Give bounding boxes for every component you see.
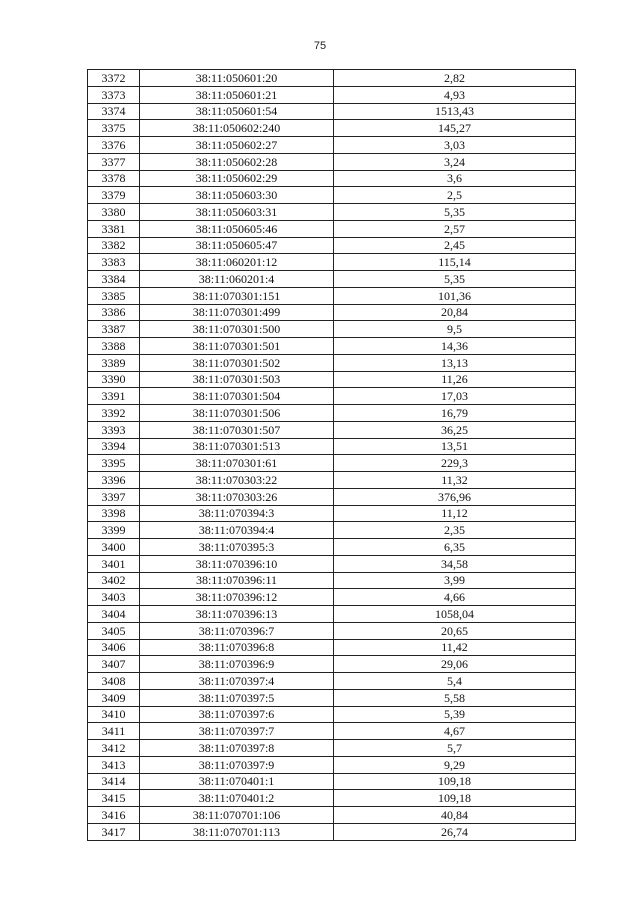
row-number-cell: 3375	[88, 120, 140, 137]
table-row	[88, 555, 576, 572]
row-number-cell: 3372	[88, 70, 140, 87]
table-row	[88, 204, 576, 221]
cadastral-number-cell: 38:11:070397:7	[140, 723, 334, 740]
cadastral-number-cell: 38:11:070397:9	[140, 756, 334, 773]
row-number-cell: 3416	[88, 807, 140, 824]
row-number-cell: 3390	[88, 371, 140, 388]
table-row	[88, 790, 576, 807]
value-cell: 4,67	[334, 723, 576, 740]
cadastral-number-cell: 38:11:050605:47	[140, 237, 334, 254]
row-number-cell: 3373	[88, 86, 140, 103]
cadastral-number-cell: 38:11:070301:503	[140, 371, 334, 388]
value-cell: 3,99	[334, 572, 576, 589]
row-number-cell: 3392	[88, 405, 140, 422]
value-cell: 36,25	[334, 421, 576, 438]
value-cell: 17,03	[334, 388, 576, 405]
value-cell: 5,4	[334, 673, 576, 690]
value-cell: 376,96	[334, 488, 576, 505]
value-cell: 11,26	[334, 371, 576, 388]
value-cell: 14,36	[334, 338, 576, 355]
cadastral-number-cell: 38:11:070301:61	[140, 455, 334, 472]
row-number-cell: 3398	[88, 505, 140, 522]
table-row	[88, 756, 576, 773]
value-cell: 4,66	[334, 589, 576, 606]
cadastral-number-cell: 38:11:070301:151	[140, 287, 334, 304]
row-number-cell: 3389	[88, 354, 140, 371]
row-number-cell: 3412	[88, 740, 140, 757]
value-cell: 29,06	[334, 656, 576, 673]
table-row	[88, 70, 576, 87]
row-number-cell: 3376	[88, 137, 140, 154]
table-row	[88, 137, 576, 154]
row-number-cell: 3391	[88, 388, 140, 405]
row-number-cell: 3393	[88, 421, 140, 438]
row-number-cell: 3382	[88, 237, 140, 254]
table-row	[88, 606, 576, 623]
row-number-cell: 3399	[88, 522, 140, 539]
row-number-cell: 3408	[88, 673, 140, 690]
table-row	[88, 706, 576, 723]
table-row	[88, 254, 576, 271]
table-row	[88, 271, 576, 288]
table-row	[88, 488, 576, 505]
value-cell: 5,35	[334, 204, 576, 221]
table-row	[88, 689, 576, 706]
value-cell: 101,36	[334, 287, 576, 304]
row-number-cell: 3379	[88, 187, 140, 204]
value-cell: 20,65	[334, 622, 576, 639]
value-cell: 3,6	[334, 170, 576, 187]
table-row	[88, 723, 576, 740]
cadastral-number-cell: 38:11:070396:12	[140, 589, 334, 606]
value-cell: 109,18	[334, 790, 576, 807]
row-number-cell: 3400	[88, 539, 140, 556]
table-row	[88, 153, 576, 170]
value-cell: 1513,43	[334, 103, 576, 120]
table-row	[88, 807, 576, 824]
value-cell: 34,58	[334, 555, 576, 572]
row-number-cell: 3377	[88, 153, 140, 170]
cadastral-number-cell: 38:11:070401:2	[140, 790, 334, 807]
cadastral-number-cell: 38:11:070401:1	[140, 773, 334, 790]
parcel-table	[87, 69, 576, 841]
value-cell: 20,84	[334, 304, 576, 321]
row-number-cell: 3383	[88, 254, 140, 271]
table-row	[88, 388, 576, 405]
value-cell: 5,7	[334, 740, 576, 757]
table-row	[88, 656, 576, 673]
value-cell: 2,45	[334, 237, 576, 254]
row-number-cell: 3409	[88, 689, 140, 706]
table-row	[88, 472, 576, 489]
row-number-cell: 3395	[88, 455, 140, 472]
value-cell: 5,35	[334, 271, 576, 288]
cadastral-number-cell: 38:11:070301:507	[140, 421, 334, 438]
value-cell: 11,32	[334, 472, 576, 489]
cadastral-number-cell: 38:11:070301:500	[140, 321, 334, 338]
value-cell: 3,24	[334, 153, 576, 170]
row-number-cell: 3405	[88, 622, 140, 639]
table-row	[88, 505, 576, 522]
row-number-cell: 3378	[88, 170, 140, 187]
cadastral-number-cell: 38:11:050603:30	[140, 187, 334, 204]
row-number-cell: 3394	[88, 438, 140, 455]
table-row	[88, 589, 576, 606]
value-cell: 11,42	[334, 639, 576, 656]
cadastral-number-cell: 38:11:070301:504	[140, 388, 334, 405]
value-cell: 5,58	[334, 689, 576, 706]
cadastral-number-cell: 38:11:070397:5	[140, 689, 334, 706]
cadastral-number-cell: 38:11:060201:12	[140, 254, 334, 271]
cadastral-number-cell: 38:11:070301:502	[140, 354, 334, 371]
value-cell: 13,13	[334, 354, 576, 371]
value-cell: 40,84	[334, 807, 576, 824]
table-row	[88, 338, 576, 355]
table-row	[88, 639, 576, 656]
cadastral-number-cell: 38:11:060201:4	[140, 271, 334, 288]
row-number-cell: 3388	[88, 338, 140, 355]
row-number-cell: 3417	[88, 823, 140, 840]
row-number-cell: 3384	[88, 271, 140, 288]
table-row	[88, 371, 576, 388]
row-number-cell: 3415	[88, 790, 140, 807]
cadastral-number-cell: 38:11:070396:13	[140, 606, 334, 623]
table-row	[88, 187, 576, 204]
value-cell: 1058,04	[334, 606, 576, 623]
value-cell: 26,74	[334, 823, 576, 840]
table-row	[88, 622, 576, 639]
table-row	[88, 823, 576, 840]
value-cell: 9,29	[334, 756, 576, 773]
table-row	[88, 421, 576, 438]
cadastral-number-cell: 38:11:070301:501	[140, 338, 334, 355]
cadastral-number-cell: 38:11:070395:3	[140, 539, 334, 556]
cadastral-number-cell: 38:11:070394:3	[140, 505, 334, 522]
cadastral-number-cell: 38:11:070303:22	[140, 472, 334, 489]
table-row	[88, 455, 576, 472]
value-cell: 2,57	[334, 220, 576, 237]
row-number-cell: 3385	[88, 287, 140, 304]
value-cell: 16,79	[334, 405, 576, 422]
row-number-cell: 3407	[88, 656, 140, 673]
table-row	[88, 170, 576, 187]
row-number-cell: 3402	[88, 572, 140, 589]
row-number-cell: 3387	[88, 321, 140, 338]
cadastral-number-cell: 38:11:070396:11	[140, 572, 334, 589]
table-row	[88, 572, 576, 589]
table-row	[88, 354, 576, 371]
table-row	[88, 321, 576, 338]
cadastral-number-cell: 38:11:050605:46	[140, 220, 334, 237]
value-cell: 229,3	[334, 455, 576, 472]
row-number-cell: 3396	[88, 472, 140, 489]
cadastral-number-cell: 38:11:070396:7	[140, 622, 334, 639]
table-row	[88, 539, 576, 556]
row-number-cell: 3401	[88, 555, 140, 572]
value-cell: 2,35	[334, 522, 576, 539]
value-cell: 13,51	[334, 438, 576, 455]
table-row	[88, 304, 576, 321]
cadastral-number-cell: 38:11:050602:29	[140, 170, 334, 187]
table-row	[88, 237, 576, 254]
table-row	[88, 220, 576, 237]
value-cell: 9,5	[334, 321, 576, 338]
row-number-cell: 3403	[88, 589, 140, 606]
cadastral-number-cell: 38:11:070396:8	[140, 639, 334, 656]
row-number-cell: 3406	[88, 639, 140, 656]
row-number-cell: 3414	[88, 773, 140, 790]
cadastral-number-cell: 38:11:070396:10	[140, 555, 334, 572]
cadastral-number-cell: 38:11:070396:9	[140, 656, 334, 673]
value-cell: 4,93	[334, 86, 576, 103]
row-number-cell: 3397	[88, 488, 140, 505]
value-cell: 145,27	[334, 120, 576, 137]
cadastral-number-cell: 38:11:070301:499	[140, 304, 334, 321]
cadastral-number-cell: 38:11:070397:4	[140, 673, 334, 690]
row-number-cell: 3410	[88, 706, 140, 723]
parcel-table-body	[88, 70, 576, 841]
table-row	[88, 673, 576, 690]
value-cell: 2,82	[334, 70, 576, 87]
table-row	[88, 773, 576, 790]
row-number-cell: 3404	[88, 606, 140, 623]
cadastral-number-cell: 38:11:050601:54	[140, 103, 334, 120]
table-row	[88, 438, 576, 455]
cadastral-number-cell: 38:11:070397:8	[140, 740, 334, 757]
table-row	[88, 103, 576, 120]
table-row	[88, 740, 576, 757]
value-cell: 109,18	[334, 773, 576, 790]
cadastral-number-cell: 38:11:070301:513	[140, 438, 334, 455]
value-cell: 115,14	[334, 254, 576, 271]
cadastral-number-cell: 38:11:050602:240	[140, 120, 334, 137]
row-number-cell: 3380	[88, 204, 140, 221]
cadastral-number-cell: 38:11:070301:506	[140, 405, 334, 422]
table-row	[88, 287, 576, 304]
cadastral-number-cell: 38:11:070701:106	[140, 807, 334, 824]
row-number-cell: 3411	[88, 723, 140, 740]
cadastral-number-cell: 38:11:050601:21	[140, 86, 334, 103]
cadastral-number-cell: 38:11:070394:4	[140, 522, 334, 539]
value-cell: 2,5	[334, 187, 576, 204]
cadastral-number-cell: 38:11:050602:28	[140, 153, 334, 170]
table-row	[88, 86, 576, 103]
cadastral-number-cell: 38:11:070701:113	[140, 823, 334, 840]
row-number-cell: 3381	[88, 220, 140, 237]
value-cell: 11,12	[334, 505, 576, 522]
row-number-cell: 3413	[88, 756, 140, 773]
row-number-cell: 3386	[88, 304, 140, 321]
table-row	[88, 522, 576, 539]
cadastral-number-cell: 38:11:070397:6	[140, 706, 334, 723]
value-cell: 5,39	[334, 706, 576, 723]
row-number-cell: 3374	[88, 103, 140, 120]
table-row	[88, 120, 576, 137]
cadastral-number-cell: 38:11:050602:27	[140, 137, 334, 154]
value-cell: 3,03	[334, 137, 576, 154]
page-number: 75	[313, 40, 327, 52]
table-row	[88, 405, 576, 422]
value-cell: 6,35	[334, 539, 576, 556]
cadastral-number-cell: 38:11:050601:20	[140, 70, 334, 87]
cadastral-number-cell: 38:11:050603:31	[140, 204, 334, 221]
cadastral-number-cell: 38:11:070303:26	[140, 488, 334, 505]
